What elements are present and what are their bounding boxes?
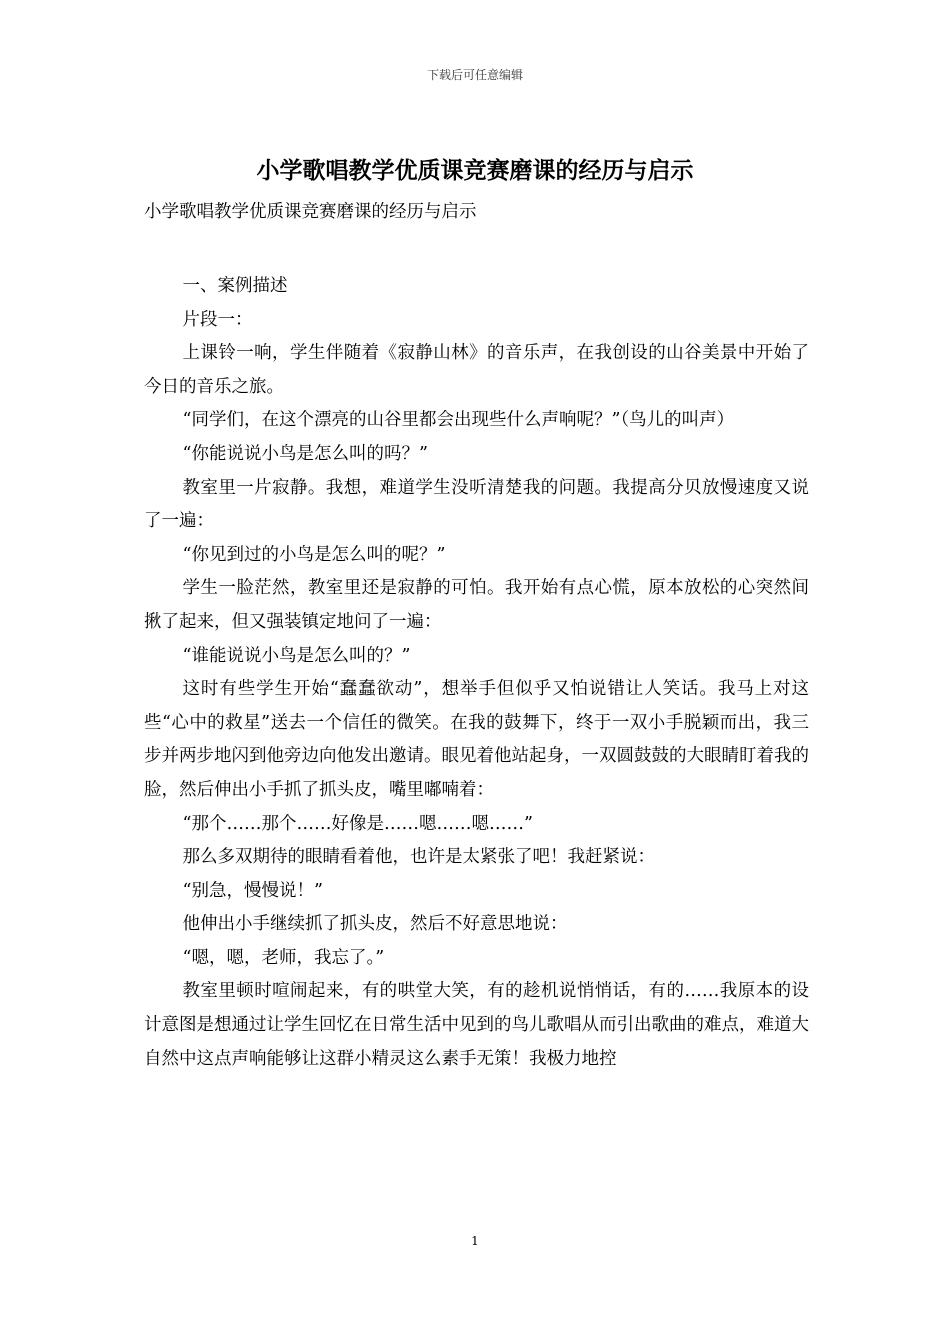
paragraph: 上课铃一响，学生伴随着《寂静山林》的音乐声，在我创设的山谷美景中开始了今日的音乐之旅。	[144, 343, 809, 397]
paragraph: 他伸出小手继续抓了抓头皮，然后不好意思地说：	[182, 914, 568, 935]
paragraph: 学生一脸茫然，教室里还是寂静的可怕。我开始有点心慌，原本放松的心突然间揪了起来，但又强装镇定地问了一遍：	[144, 578, 809, 632]
paragraph: 教室里顿时喧闹起来，有的哄堂大笑，有的趁机说悄悄话，有的……我原本的设计意图是想通过让学生回忆在日常生活中见到的鸟儿歌唱从而引出歌曲的难点，难道大自然中这点声响能够让这群小精灵这么素手无策！我极力地控	[144, 981, 809, 1069]
download-note: 下载后可任意编辑	[426, 68, 523, 82]
fragment-label: 片段一：	[182, 309, 253, 330]
paragraph: “你能说说小鸟是怎么叫的吗？”	[182, 443, 428, 464]
paragraph: “别急，慢慢说！”	[182, 880, 323, 901]
paragraph: “那个……那个……好像是……嗯……嗯……”	[182, 813, 533, 834]
paragraph: “同学们，在这个漂亮的山谷里都会出现些什么声响呢？”（鸟儿的叫声）	[182, 410, 735, 431]
paragraph: “谁能说说小鸟是怎么叫的？”	[182, 645, 411, 666]
paragraph: 这时有些学生开始“蠢蠢欲动”，想举手但似乎又怕说错让人笑话。我马上对这些“心中的救星”送去一个信任的微笑。在我的鼓舞下，终于一双小手脱颖而出，我三步并两步地闪到他旁边向他发出邀请。眼见着他站起身，一双圆鼓鼓的大眼睛盯着我的脸，然后伸出小手抓了抓头皮，嘴里嘟喃着：	[144, 679, 809, 800]
paragraph: “嗯，嗯，老师，我忘了。”	[182, 947, 385, 968]
document-body	[144, 270, 809, 1076]
document-title: 小学歌唱教学优质课竞赛磨课的经历与启示	[256, 157, 694, 184]
paragraph: 教室里一片寂静。我想，难道学生没听清楚我的问题。我提高分贝放慢速度又说了一遍：	[144, 477, 809, 532]
section-heading: 一、案例描述	[182, 276, 288, 296]
page-number: 1	[471, 1234, 479, 1248]
paragraph: 那么多双期待的眼睛看着他，也许是太紧张了吧！我赶紧说：	[182, 847, 655, 868]
document-subtitle: 小学歌唱教学优质课竞赛磨课的经历与启示	[144, 202, 477, 222]
paragraph: “你见到过的小鸟是怎么叫的呢？”	[182, 544, 446, 565]
